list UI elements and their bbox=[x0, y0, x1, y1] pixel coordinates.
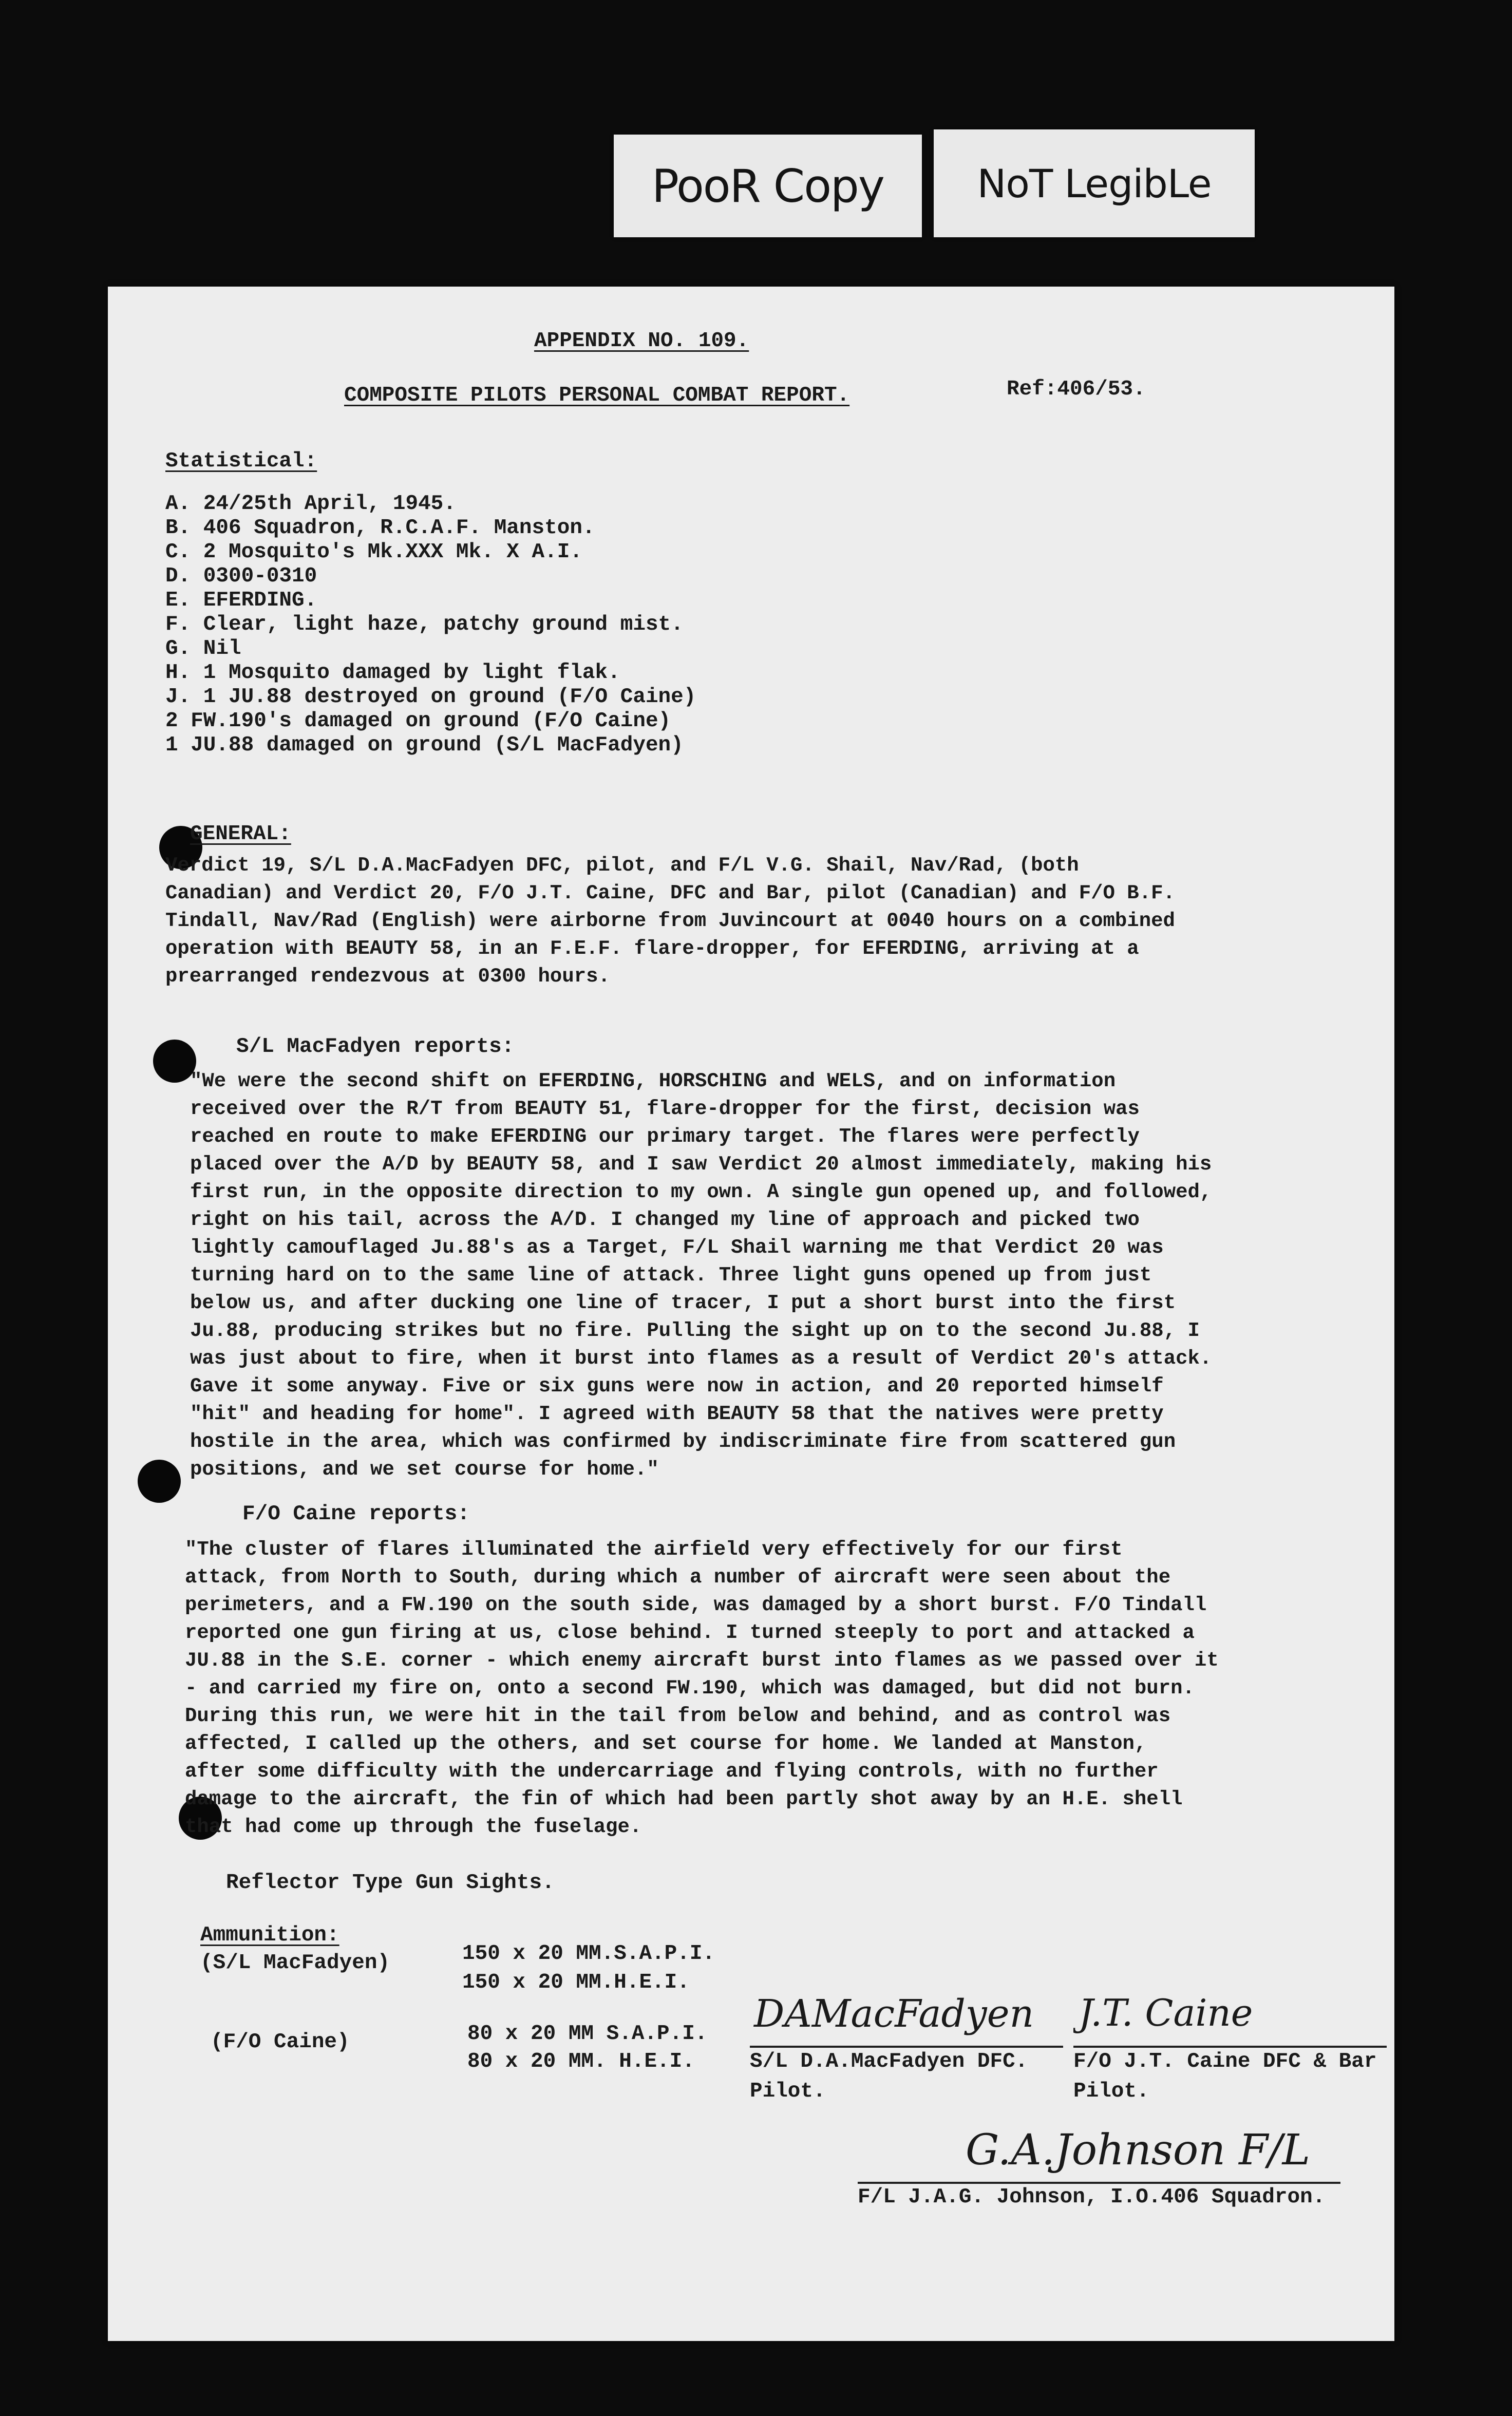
poor-copy-label bbox=[614, 135, 922, 237]
not-legible-label bbox=[934, 129, 1255, 237]
johnson-signature bbox=[945, 2115, 1356, 2182]
stat-item-a: A. 24/25th April, 1945. bbox=[165, 492, 456, 516]
signature-rule-johnson bbox=[858, 2182, 1340, 2184]
report-line: turning hard on to the same line of attack. Three light guns opened up from just bbox=[190, 1264, 1152, 1287]
stat-item-d: D. 0300-0310 bbox=[165, 564, 317, 588]
report-line: hostile in the area, which was confirmed by indiscriminate fire from scattered gun bbox=[190, 1430, 1176, 1453]
report-line: perimeters, and a FW.190 on the south side, was damaged by a short burst. F/O Tindall bbox=[185, 1594, 1207, 1616]
report-line: Gave it some anyway. Five or six guns were now in action, and 20 reported himself bbox=[190, 1375, 1164, 1398]
stat-item-b: B. 406 Squadron, R.C.A.F. Manston. bbox=[165, 516, 595, 540]
ammo-pilot-caine: (F/O Caine) bbox=[211, 2030, 350, 2054]
stat-item-f: F. Clear, light haze, patchy ground mist. bbox=[165, 613, 684, 636]
ammo-macfadyen-hei: 150 x 20 MM.H.E.I. bbox=[462, 1971, 690, 1994]
general-heading: GENERAL: bbox=[190, 822, 291, 846]
general-line: Canadian) and Verdict 20, F/O J.T. Caine, DFC and Bar, pilot (Canadian) and F/O B.F. bbox=[165, 882, 1175, 904]
report-line: During this run, we were hit in the tail from below and behind, and as control was bbox=[185, 1705, 1171, 1727]
ammo-caine-hei: 80 x 20 MM. H.E.I. bbox=[467, 2050, 695, 2073]
report-line: below us, and after ducking one line of tracer, I put a short burst into the first bbox=[190, 1292, 1176, 1314]
report-line: that had come up through the fuselage. bbox=[185, 1816, 642, 1838]
stat-item-j2: 2 FW.190's damaged on ground (F/O Caine) bbox=[165, 709, 671, 733]
report-line: Ju.88, producing strikes but no fire. Pulling the sight up on to the second Ju.88, I bbox=[190, 1319, 1200, 1342]
ammo-pilot-macfadyen: (S/L MacFadyen) bbox=[200, 1951, 390, 1975]
report-line: positions, and we set course for home." bbox=[190, 1458, 659, 1481]
report-line: right on his tail, across the A/D. I changed my line of approach and picked two bbox=[190, 1209, 1140, 1231]
macfadyen-report-intro: S/L MacFadyen reports: bbox=[236, 1035, 515, 1059]
report-line: reported one gun firing at us, close behind. I turned steeply to port and attacked a bbox=[185, 1621, 1195, 1644]
stat-item-g: G. Nil bbox=[165, 637, 241, 660]
macfadyen-signature-text: DAMacFadyen bbox=[754, 1992, 1034, 2036]
report-line: received over the R/T from BEAUTY 51, flare-dropper for the first, decision was bbox=[190, 1098, 1140, 1120]
general-line: prearranged rendezvous at 0300 hours. bbox=[165, 965, 610, 988]
report-line: "We were the second shift on EFERDING, HORSCHING and WELS, and on information bbox=[190, 1070, 1116, 1092]
macfadyen-report-text bbox=[190, 1067, 1212, 1483]
report-line: damage to the aircraft, the fin of which had been partly shot away by an H.E. shell bbox=[185, 1788, 1183, 1810]
johnson-signature-name: F/L J.A.G. Johnson, I.O.406 Squadron. bbox=[858, 2185, 1326, 2209]
signature-rule-caine bbox=[1073, 2046, 1387, 2048]
report-line: "The cluster of flares illuminated the airfield very effectively for our first bbox=[185, 1538, 1123, 1561]
caine-signature-role: Pilot. bbox=[1073, 2080, 1149, 2103]
gun-sights-line: Reflector Type Gun Sights. bbox=[226, 1871, 555, 1895]
caine-signature-name: F/O J.T. Caine DFC & Bar bbox=[1073, 2050, 1377, 2073]
stat-item-j1: J. 1 JU.88 destroyed on ground (F/O Caine) bbox=[165, 685, 696, 709]
ammunition-heading: Ammunition: bbox=[200, 1923, 339, 1947]
caine-report-text bbox=[185, 1536, 1219, 1841]
combat-report-page bbox=[108, 287, 1394, 2341]
general-line: Verdict 19, S/L D.A.MacFadyen DFC, pilot, and F/L V.G. Shail, Nav/Rad, (both bbox=[165, 854, 1079, 877]
macfadyen-signature-name: S/L D.A.MacFadyen DFC. bbox=[750, 2050, 1028, 2073]
macfadyen-signature-role: Pilot. bbox=[750, 2080, 826, 2103]
reference-number: Ref:406/53. bbox=[1007, 378, 1146, 401]
caine-report-intro: F/O Caine reports: bbox=[242, 1502, 470, 1526]
punch-hole-3 bbox=[138, 1460, 181, 1503]
report-title: COMPOSITE PILOTS PERSONAL COMBAT REPORT. bbox=[344, 384, 850, 407]
report-line: attack, from North to South, during which a number of aircraft were seen about the bbox=[185, 1566, 1171, 1589]
report-line: affected, I called up the others, and set course for home. We landed at Manston, bbox=[185, 1732, 1147, 1755]
not-legible-text: NoT LegibLe bbox=[977, 160, 1212, 206]
appendix-number: APPENDIX NO. 109. bbox=[534, 329, 749, 353]
caine-signature-text: J.T. Caine bbox=[1079, 1991, 1253, 2034]
stat-item-j3: 1 JU.88 damaged on ground (S/L MacFadyen) bbox=[165, 733, 684, 757]
statistical-list bbox=[165, 492, 696, 758]
stat-item-c: C. 2 Mosquito's Mk.XXX Mk. X A.I. bbox=[165, 540, 582, 564]
signature-rule-macfadyen bbox=[750, 2046, 1063, 2048]
report-line: after some difficulty with the undercarriage and flying controls, with no further bbox=[185, 1760, 1159, 1783]
general-line: Tindall, Nav/Rad (English) were airborne from Juvincourt at 0040 hours on a combined bbox=[165, 910, 1175, 932]
general-line: operation with BEAUTY 58, in an F.E.F. flare-dropper, for EFERDING, arriving at a bbox=[165, 937, 1139, 960]
report-line: "hit" and heading for home". I agreed with BEAUTY 58 that the natives were pretty bbox=[190, 1403, 1164, 1425]
general-paragraph bbox=[165, 852, 1175, 990]
stat-item-e: E. EFERDING. bbox=[165, 589, 317, 612]
report-line: reached en route to make EFERDING our primary target. The flares were perfectly bbox=[190, 1125, 1140, 1148]
stat-item-h: H. 1 Mosquito damaged by light flak. bbox=[165, 661, 620, 685]
statistical-heading: Statistical: bbox=[165, 449, 317, 473]
report-line: was just about to fire, when it burst into flames as a result of Verdict 20's attack. bbox=[190, 1347, 1212, 1370]
report-line: JU.88 in the S.E. corner - which enemy aircraft burst into flames as we passed over it bbox=[185, 1649, 1219, 1672]
johnson-signature-text: G.A.Johnson F/L bbox=[966, 2126, 1311, 2175]
report-line: first run, in the opposite direction to my own. A single gun opened up, and followed, bbox=[190, 1181, 1212, 1203]
caine-signature bbox=[1073, 1981, 1392, 2038]
poor-copy-text: PooR Copy bbox=[652, 159, 884, 213]
report-line: - and carried my fire on, onto a second FW.190, which was damaged, but did not burn. bbox=[185, 1677, 1195, 1700]
report-line: lightly camouflaged Ju.88's as a Target, F/L Shail warning me that Verdict 20 was bbox=[190, 1236, 1164, 1259]
ammo-caine-sapi: 80 x 20 MM S.A.P.I. bbox=[467, 2022, 708, 2046]
ammo-macfadyen-sapi: 150 x 20 MM.S.A.P.I. bbox=[462, 1942, 715, 1966]
report-line: placed over the A/D by BEAUTY 58, and I saw Verdict 20 almost immediately, making his bbox=[190, 1153, 1212, 1176]
macfadyen-signature bbox=[750, 1987, 1068, 2043]
